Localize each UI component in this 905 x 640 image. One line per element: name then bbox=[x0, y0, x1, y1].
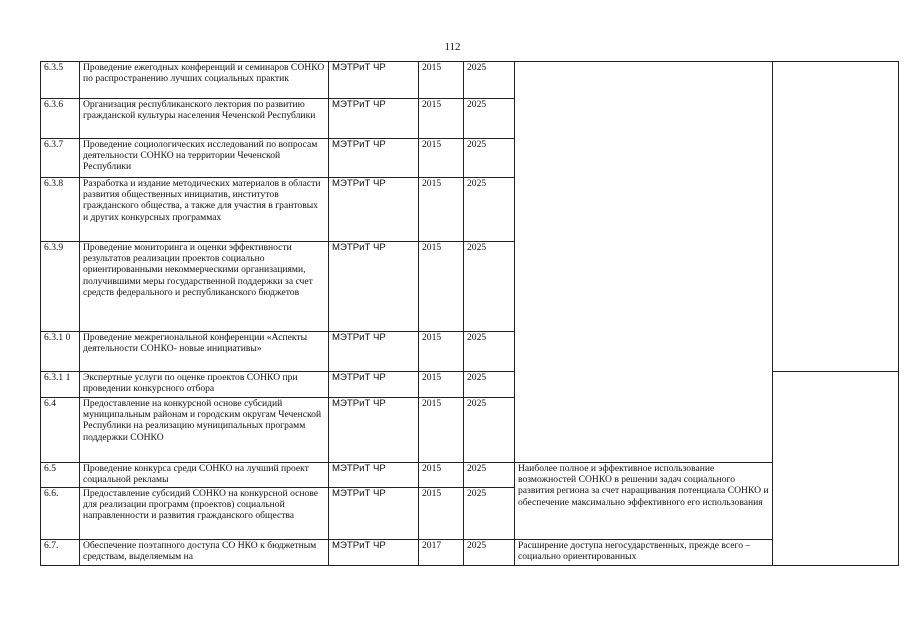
end-year: 2025 bbox=[464, 372, 515, 398]
activity-title: Проведение межрегиональной конференции «Аспекты деятельности СОНКО- новые инициативы» bbox=[80, 332, 329, 372]
start-year: 2015 bbox=[419, 62, 464, 99]
row-number: 6.6. bbox=[41, 488, 80, 540]
start-year: 2015 bbox=[419, 372, 464, 398]
activity-title: Предоставление на конкурсной основе субсидий муниципальным районам и городским округам Чеченской Республики на реализацию муниципальных программ поддержки СОНКО bbox=[80, 398, 329, 463]
activity-title: Проведение ежегодных конференций и семинаров СОНКО по распространению лучших социальных практик bbox=[80, 62, 329, 99]
start-year: 2015 bbox=[419, 398, 464, 463]
row-number: 6.3.6 bbox=[41, 99, 80, 139]
activity-title: Обеспечение поэтапного доступа СО НКО к бюджетным средствам, выделяемым на bbox=[80, 540, 329, 566]
responsible-executor: МЭТРиТ ЧР bbox=[329, 178, 419, 242]
responsible-executor: МЭТРиТ ЧР bbox=[329, 242, 419, 332]
end-year: 2025 bbox=[464, 62, 515, 99]
activities-table bbox=[40, 61, 899, 566]
responsible-executor: МЭТРиТ ЧР bbox=[329, 398, 419, 463]
end-year: 2025 bbox=[464, 139, 515, 178]
row-number: 6.5 bbox=[41, 463, 80, 488]
row-number: 6.3.5 bbox=[41, 62, 80, 99]
end-year: 2025 bbox=[464, 178, 515, 242]
start-year: 2015 bbox=[419, 332, 464, 372]
row-number: 6.3.8 bbox=[41, 178, 80, 242]
end-year: 2025 bbox=[464, 398, 515, 463]
table-row bbox=[41, 62, 899, 99]
activity-title: Организация республиканского лектория по развитию гражданской культуры населения Чеченской Республики bbox=[80, 99, 329, 139]
start-year: 2015 bbox=[419, 178, 464, 242]
start-year: 2015 bbox=[419, 99, 464, 139]
end-year: 2025 bbox=[464, 463, 515, 488]
table-row bbox=[41, 463, 899, 488]
row-number: 6.3.1 0 bbox=[41, 332, 80, 372]
row-number: 6.3.9 bbox=[41, 242, 80, 332]
end-year: 2025 bbox=[464, 540, 515, 566]
activity-title: Экспертные услуги по оценке проектов СОНКО при проведении конкурсного отбора bbox=[80, 372, 329, 398]
page-number: 112 bbox=[444, 41, 461, 53]
responsible-executor: МЭТРиТ ЧР bbox=[329, 99, 419, 139]
start-year: 2015 bbox=[419, 488, 464, 540]
activity-title: Проведение конкурса среди СОНКО на лучший проект социальной рекламы bbox=[80, 463, 329, 488]
responsible-executor: МЭТРиТ ЧР bbox=[329, 139, 419, 178]
start-year: 2015 bbox=[419, 463, 464, 488]
responsible-executor: МЭТРиТ ЧР bbox=[329, 463, 419, 488]
row-number: 6.3.1 1 bbox=[41, 372, 80, 398]
end-year: 2025 bbox=[464, 99, 515, 139]
indicator-cell bbox=[773, 62, 899, 372]
row-number: 6.7. bbox=[41, 540, 80, 566]
responsible-executor: МЭТРиТ ЧР bbox=[329, 332, 419, 372]
end-year: 2025 bbox=[464, 488, 515, 540]
end-year: 2025 bbox=[464, 242, 515, 332]
expected-result: Наиболее полное и эффективное использование возможностей СОНКО в решении задач социального развития региона за счет наращивания потенциала СОНКО и обеспечение максимально эффективного его использования bbox=[515, 463, 773, 540]
expected-result-cell bbox=[515, 62, 773, 463]
activity-title: Разработка и издание методических материалов в области развития общественных инициатив, институтов гражданского общества, а также для участия в грантовых и других конкурсных программах bbox=[80, 178, 329, 242]
responsible-executor: МЭТРиТ ЧР bbox=[329, 62, 419, 99]
row-number: 6.4 bbox=[41, 398, 80, 463]
activity-title: Проведение мониторинга и оценки эффективности результатов реализации проектов социально ориентированными некоммерческими организациями, получившими меры государственной поддержки за счет средств федерального и республиканского бюджетов bbox=[80, 242, 329, 332]
indicator-cell bbox=[773, 372, 899, 566]
responsible-executor: МЭТРиТ ЧР bbox=[329, 488, 419, 540]
activity-title: Предоставление субсидий СОНКО на конкурсной основе для реализации программ (проектов) социальной направленности и развития гражданского общества bbox=[80, 488, 329, 540]
row-number: 6.3.7 bbox=[41, 139, 80, 178]
activity-title: Проведение социологических исследований по вопросам деятельности СОНКО на территории Чеченской Республики bbox=[80, 139, 329, 178]
end-year: 2025 bbox=[464, 332, 515, 372]
responsible-executor: МЭТРиТ ЧР bbox=[329, 540, 419, 566]
responsible-executor: МЭТРиТ ЧР bbox=[329, 372, 419, 398]
start-year: 2015 bbox=[419, 139, 464, 178]
table-row bbox=[41, 540, 899, 566]
start-year: 2015 bbox=[419, 242, 464, 332]
expected-result: Расширение доступа негосударственных, прежде всего – социально ориентированных bbox=[515, 540, 773, 566]
start-year: 2017 bbox=[419, 540, 464, 566]
